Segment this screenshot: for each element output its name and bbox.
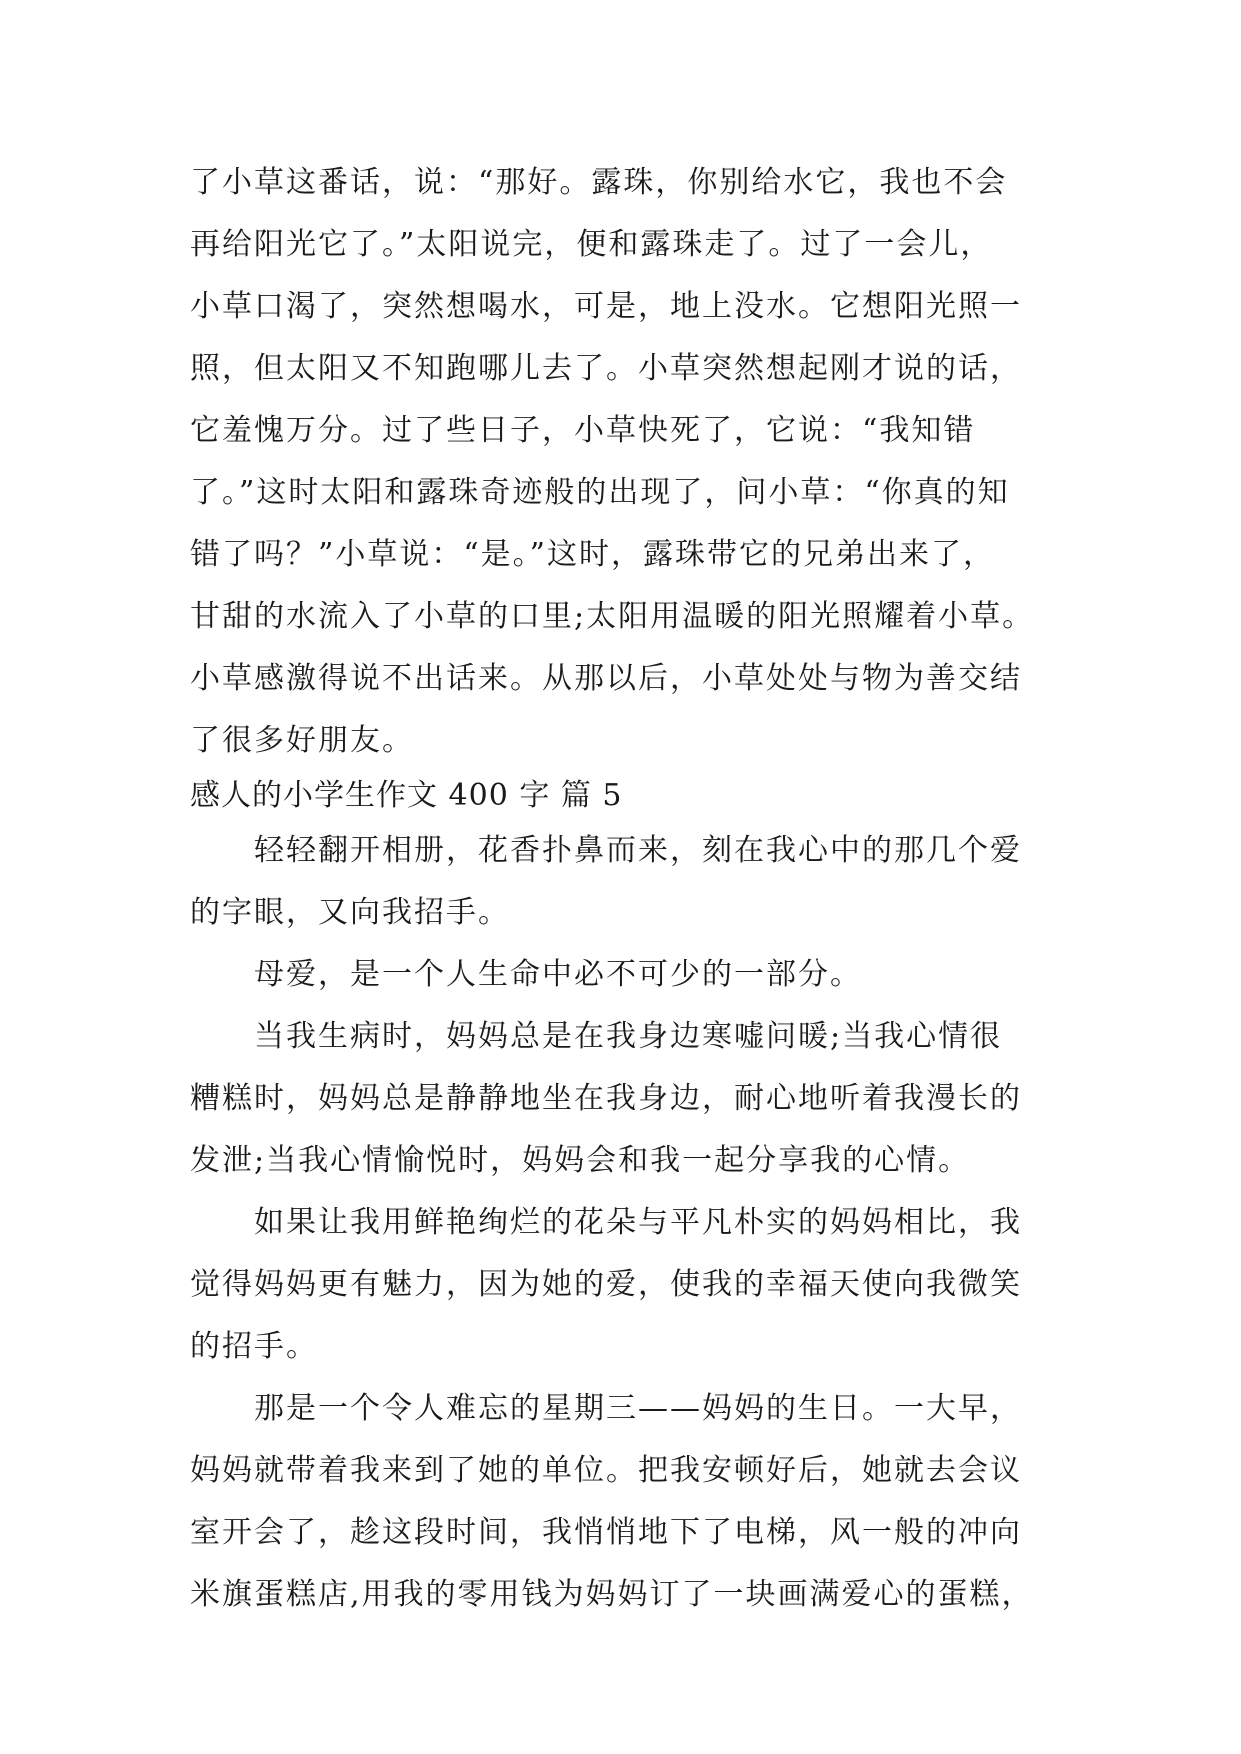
text-line: 觉得妈妈更有魅力，因为她的爱，使我的幸福天使向我微笑 [190,1267,1022,1302]
text-line: 米旗蛋糕店,用我的零用钱为妈妈订了一块画满爱心的蛋糕， [190,1577,1034,1612]
text-line: 它羞愧万分。过了些日子，小草快死了，它说：“我知错 [190,413,976,448]
text-line: 妈妈就带着我来到了她的单位。把我安顿好后，她就去会议 [190,1453,1022,1488]
document-body [190,152,1070,1626]
text-line: 小草口渴了，突然想喝水，可是，地上没水。它想阳光照一 [190,289,1022,324]
text-line: 了小草这番话，说：“那好。露珠，你别给水它，我也不会 [190,165,1008,200]
text-line: 室开会了，趁这段时间，我悄悄地下了电梯，风一般的冲向 [190,1515,1022,1550]
paragraph-first-line: 那是一个令人难忘的星期三——妈妈的生日。一大早， [254,1391,1022,1426]
text-line: 小草感激得说不出话来。从那以后，小草处处与物为善交结 [190,661,1022,696]
text-line: 错了吗？”小草说：“是。”这时，露珠带它的兄弟出来了， [190,537,996,572]
text-line: 了。”这时太阳和露珠奇迹般的出现了，问小草：“你真的知 [190,475,1010,510]
text-line: 再给阳光它了。”太阳说完，便和露珠走了。过了一会儿， [190,227,993,262]
text-line: 发泄;当我心情愉悦时，妈妈会和我一起分享我的心情。 [190,1143,971,1178]
paragraph-first-line: 轻轻翻开相册，花香扑鼻而来，刻在我心中的那几个爱 [254,833,1022,868]
section-heading: 感人的小学生作文 400 字 篇 5 [190,778,623,813]
paragraph-first-line: 当我生病时，妈妈总是在我身边寒嘘问暖;当我心情很 [254,1019,1003,1054]
text-line: 糟糕时，妈妈总是静静地坐在我身边，耐心地听着我漫长的 [190,1081,1022,1116]
paragraph-first-line: 母爱，是一个人生命中必不可少的一部分。 [254,957,862,992]
text-line: 了很多好朋友。 [190,723,414,758]
text-line: 照，但太阳又不知跑哪儿去了。小草突然想起刚才说的话， [190,351,1022,386]
paragraph-first-line: 如果让我用鲜艳绚烂的花朵与平凡朴实的妈妈相比，我 [254,1205,1022,1240]
text-line: 的招手。 [190,1329,318,1364]
text-line: 甘甜的水流入了小草的口里;太阳用温暖的阳光照耀着小草。 [190,599,1035,634]
text-line: 的字眼，又向我招手。 [190,895,510,930]
